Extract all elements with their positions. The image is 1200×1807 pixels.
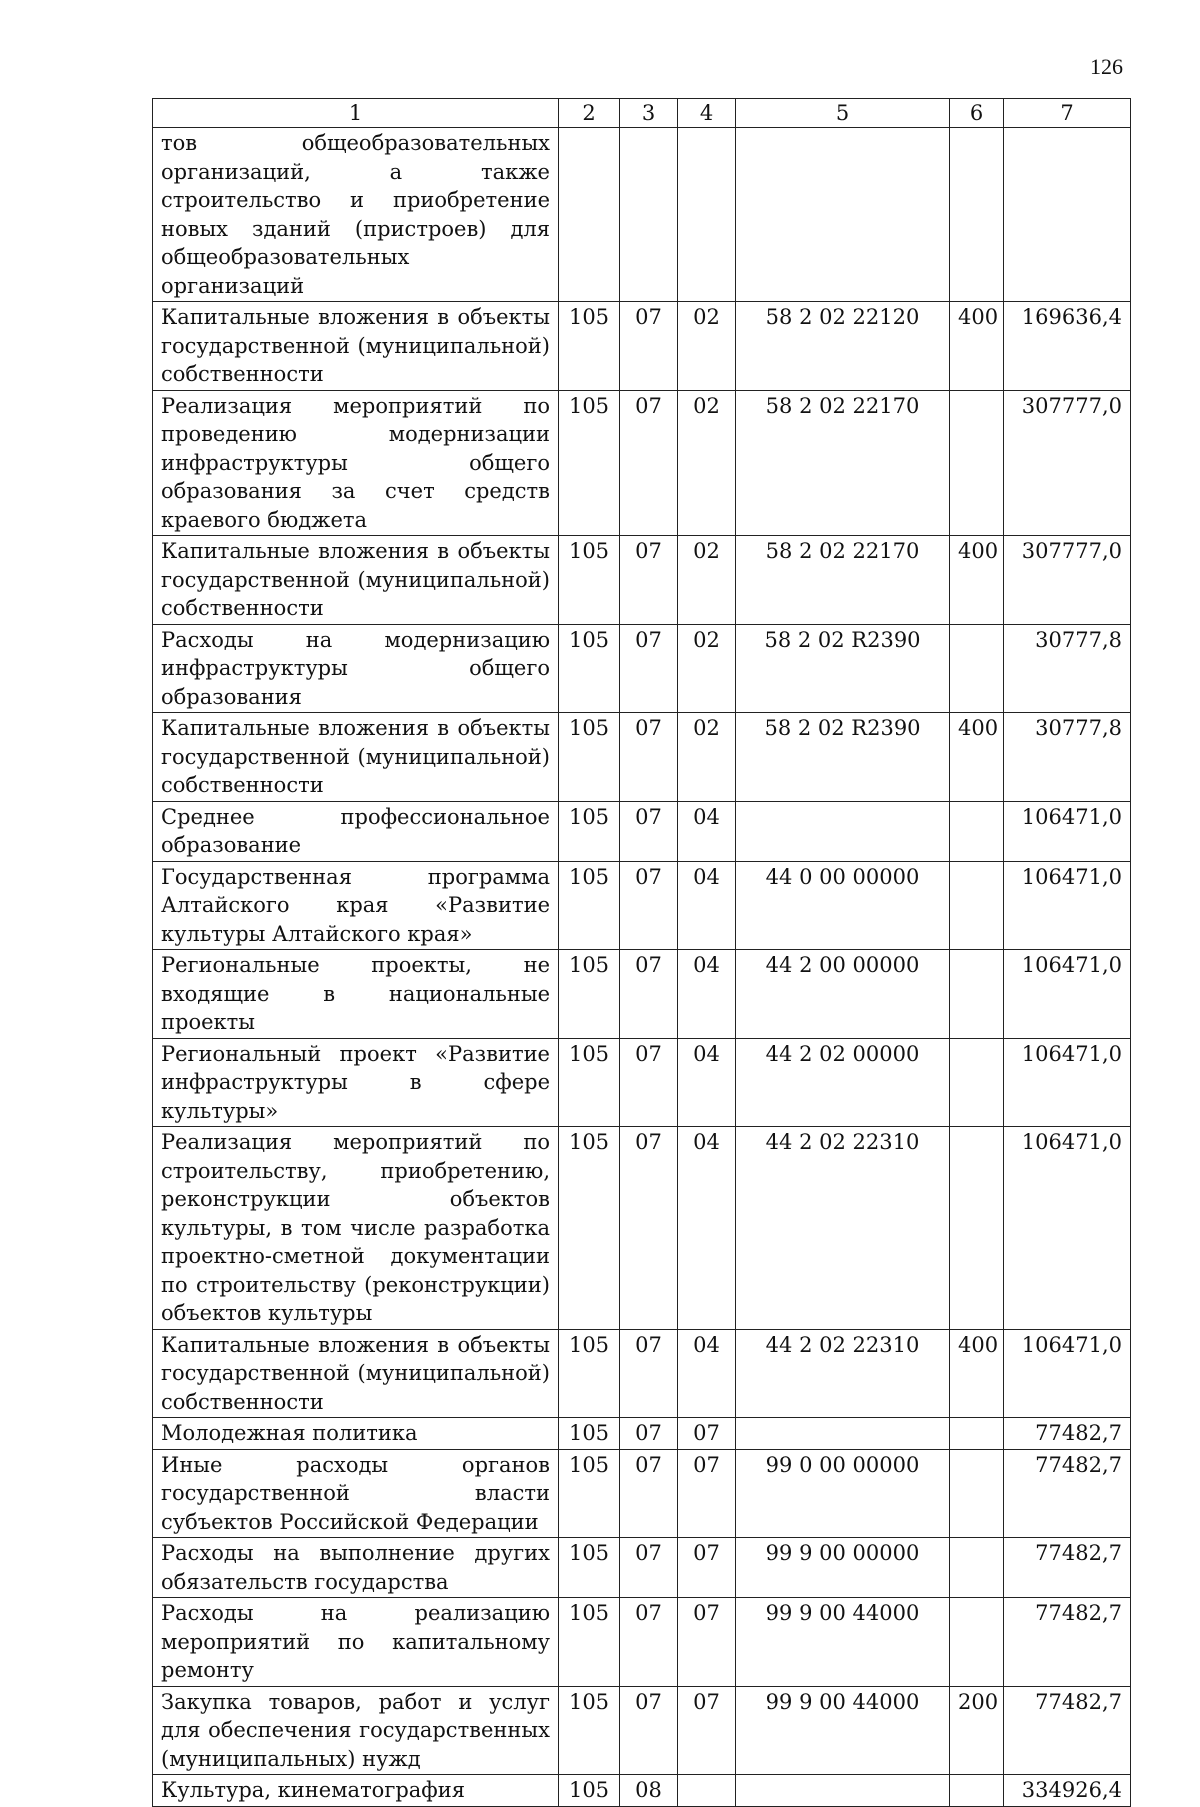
row-col6-cell: 200 — [950, 1686, 1004, 1775]
table-row — [153, 1038, 1131, 1127]
row-col7-cell: 307777,0 — [1004, 536, 1131, 625]
row-name-cell: Расходы на выполнение других обязательств государства — [153, 1538, 559, 1598]
table-row — [153, 1418, 1131, 1450]
row-col5-cell — [736, 1418, 950, 1450]
table-row — [153, 1127, 1131, 1330]
row-col7-cell: 77482,7 — [1004, 1598, 1131, 1687]
row-name-cell: Реализация мероприятий по проведению модернизации инфраструктуры общего образования за счет средств краевого бюджета — [153, 390, 559, 536]
row-col2-cell: 105 — [559, 713, 620, 802]
header-cell-7: 7 — [1004, 99, 1131, 128]
row-col5-cell: 99 0 00 00000 — [736, 1449, 950, 1538]
table-row — [153, 861, 1131, 950]
row-name-cell: Капитальные вложения в объекты государственной (муниципальной) собственности — [153, 536, 559, 625]
row-col4-cell: 07 — [678, 1449, 736, 1538]
row-col2-cell: 105 — [559, 1127, 620, 1330]
row-col3-cell: 08 — [620, 1775, 678, 1807]
row-col2-cell: 105 — [559, 1598, 620, 1687]
table-row — [153, 536, 1131, 625]
row-col4-cell: 04 — [678, 950, 736, 1039]
row-col7-cell: 106471,0 — [1004, 950, 1131, 1039]
row-name-cell: Капитальные вложения в объекты государственной (муниципальной) собственности — [153, 302, 559, 391]
row-name-cell: Закупка товаров, работ и услуг для обеспечения государственных (муниципальных) нужд — [153, 1686, 559, 1775]
row-col3-cell: 07 — [620, 1038, 678, 1127]
header-cell-4: 4 — [678, 99, 736, 128]
row-col3-cell: 07 — [620, 861, 678, 950]
row-col5-cell: 99 9 00 00000 — [736, 1538, 950, 1598]
row-col6-cell: 400 — [950, 713, 1004, 802]
row-col5-cell: 44 0 00 00000 — [736, 861, 950, 950]
page-number: 126 — [1090, 54, 1123, 79]
row-col3-cell: 07 — [620, 801, 678, 861]
row-col7-cell: 106471,0 — [1004, 1127, 1131, 1330]
row-col6-cell — [950, 950, 1004, 1039]
row-col6-cell — [950, 128, 1004, 302]
header-cell-5: 5 — [736, 99, 950, 128]
row-col5-cell: 58 2 02 22170 — [736, 536, 950, 625]
row-col7-cell: 77482,7 — [1004, 1538, 1131, 1598]
row-col3-cell: 07 — [620, 1538, 678, 1598]
table-row — [153, 1449, 1131, 1538]
row-col3-cell: 07 — [620, 1686, 678, 1775]
row-col5-cell: 99 9 00 44000 — [736, 1686, 950, 1775]
row-col5-cell: 44 2 02 22310 — [736, 1127, 950, 1330]
table-body — [153, 128, 1131, 1807]
row-col5-cell — [736, 1775, 950, 1807]
row-col7-cell — [1004, 128, 1131, 302]
row-name-cell: тов общеобразовательных организаций, а также строительство и приобретение новых зданий (пристроев) для общеобразовательных организаций — [153, 128, 559, 302]
row-col5-cell — [736, 128, 950, 302]
row-col2-cell: 105 — [559, 1538, 620, 1598]
row-col3-cell: 07 — [620, 302, 678, 391]
row-col6-cell: 400 — [950, 536, 1004, 625]
row-col4-cell: 04 — [678, 1329, 736, 1418]
row-name-cell: Капитальные вложения в объекты государственной (муниципальной) собственности — [153, 713, 559, 802]
row-col2-cell: 105 — [559, 536, 620, 625]
row-col5-cell: 58 2 02 22120 — [736, 302, 950, 391]
row-name-cell: Региональные проекты, не входящие в национальные проекты — [153, 950, 559, 1039]
budget-table — [152, 98, 1131, 1807]
table-row — [153, 1598, 1131, 1687]
row-col6-cell — [950, 1418, 1004, 1450]
table-row — [153, 1686, 1131, 1775]
row-col3-cell: 07 — [620, 536, 678, 625]
row-col2-cell: 105 — [559, 1418, 620, 1450]
row-col4-cell: 04 — [678, 801, 736, 861]
row-col3-cell: 07 — [620, 390, 678, 536]
row-col7-cell: 30777,8 — [1004, 713, 1131, 802]
row-name-cell: Молодежная политика — [153, 1418, 559, 1450]
row-name-cell: Расходы на реализацию мероприятий по капитальному ремонту — [153, 1598, 559, 1687]
row-col4-cell: 07 — [678, 1418, 736, 1450]
row-col2-cell: 105 — [559, 801, 620, 861]
row-col5-cell: 44 2 02 00000 — [736, 1038, 950, 1127]
table-row — [153, 128, 1131, 302]
row-col7-cell: 307777,0 — [1004, 390, 1131, 536]
row-col2-cell: 105 — [559, 1449, 620, 1538]
row-name-cell: Государственная программа Алтайского края «Развитие культуры Алтайского края» — [153, 861, 559, 950]
row-col4-cell: 02 — [678, 624, 736, 713]
header-cell-1: 1 — [153, 99, 559, 128]
row-col3-cell — [620, 128, 678, 302]
row-col7-cell: 169636,4 — [1004, 302, 1131, 391]
row-name-cell: Региональный проект «Развитие инфраструктуры в сфере культуры» — [153, 1038, 559, 1127]
row-col4-cell: 02 — [678, 713, 736, 802]
row-name-cell: Иные расходы органов государственной власти субъектов Российской Федерации — [153, 1449, 559, 1538]
row-col2-cell: 105 — [559, 1686, 620, 1775]
row-name-cell: Среднее профессиональное образование — [153, 801, 559, 861]
row-col5-cell: 44 2 02 22310 — [736, 1329, 950, 1418]
row-col3-cell: 07 — [620, 1449, 678, 1538]
row-col7-cell: 334926,4 — [1004, 1775, 1131, 1807]
row-col4-cell: 07 — [678, 1598, 736, 1687]
row-col2-cell: 105 — [559, 624, 620, 713]
row-col6-cell — [950, 624, 1004, 713]
row-col6-cell — [950, 1127, 1004, 1330]
table-header-row — [153, 99, 1131, 128]
row-col5-cell: 99 9 00 44000 — [736, 1598, 950, 1687]
row-col7-cell: 106471,0 — [1004, 801, 1131, 861]
row-col6-cell — [950, 801, 1004, 861]
row-col2-cell: 105 — [559, 390, 620, 536]
row-col3-cell: 07 — [620, 713, 678, 802]
row-col2-cell: 105 — [559, 1775, 620, 1807]
row-col4-cell: 02 — [678, 390, 736, 536]
row-col6-cell — [950, 861, 1004, 950]
row-name-cell: Реализация мероприятий по строительству, приобретению, реконструкции объектов культуры, в том числе разработка проектно-сметной документации по строительству (реконструкции) объектов культуры — [153, 1127, 559, 1330]
row-col4-cell — [678, 128, 736, 302]
table-row — [153, 390, 1131, 536]
table-row — [153, 1775, 1131, 1807]
row-col7-cell: 106471,0 — [1004, 1038, 1131, 1127]
row-col2-cell: 105 — [559, 302, 620, 391]
row-col3-cell: 07 — [620, 1418, 678, 1450]
row-col7-cell: 77482,7 — [1004, 1418, 1131, 1450]
row-col2-cell: 105 — [559, 1038, 620, 1127]
table-row — [153, 624, 1131, 713]
table-row — [153, 950, 1131, 1039]
row-col7-cell: 77482,7 — [1004, 1449, 1131, 1538]
row-col4-cell: 04 — [678, 1038, 736, 1127]
row-col6-cell: 400 — [950, 1329, 1004, 1418]
row-col4-cell: 07 — [678, 1686, 736, 1775]
row-col6-cell — [950, 390, 1004, 536]
row-col6-cell: 400 — [950, 302, 1004, 391]
row-col2-cell: 105 — [559, 950, 620, 1039]
row-col5-cell — [736, 801, 950, 861]
row-col6-cell — [950, 1598, 1004, 1687]
row-col2-cell: 105 — [559, 1329, 620, 1418]
row-col2-cell: 105 — [559, 861, 620, 950]
row-col3-cell: 07 — [620, 950, 678, 1039]
header-cell-3: 3 — [620, 99, 678, 128]
row-col3-cell: 07 — [620, 1127, 678, 1330]
row-col5-cell: 58 2 02 R2390 — [736, 624, 950, 713]
row-col5-cell: 58 2 02 R2390 — [736, 713, 950, 802]
row-col6-cell — [950, 1538, 1004, 1598]
row-col6-cell — [950, 1449, 1004, 1538]
row-name-cell: Капитальные вложения в объекты государственной (муниципальной) собственности — [153, 1329, 559, 1418]
row-col7-cell: 30777,8 — [1004, 624, 1131, 713]
table-row — [153, 302, 1131, 391]
table-row — [153, 1329, 1131, 1418]
row-col4-cell: 02 — [678, 536, 736, 625]
row-col7-cell: 106471,0 — [1004, 1329, 1131, 1418]
row-col3-cell: 07 — [620, 624, 678, 713]
row-col5-cell: 44 2 00 00000 — [736, 950, 950, 1039]
row-col4-cell: 04 — [678, 1127, 736, 1330]
header-cell-6: 6 — [950, 99, 1004, 128]
row-col7-cell: 77482,7 — [1004, 1686, 1131, 1775]
row-col4-cell: 07 — [678, 1538, 736, 1598]
row-name-cell: Расходы на модернизацию инфраструктуры общего образования — [153, 624, 559, 713]
row-col4-cell: 02 — [678, 302, 736, 391]
table-row — [153, 1538, 1131, 1598]
row-col3-cell: 07 — [620, 1598, 678, 1687]
row-col6-cell — [950, 1775, 1004, 1807]
row-col6-cell — [950, 1038, 1004, 1127]
table-row — [153, 713, 1131, 802]
header-cell-2: 2 — [559, 99, 620, 128]
row-col4-cell — [678, 1775, 736, 1807]
table-row — [153, 801, 1131, 861]
row-col3-cell: 07 — [620, 1329, 678, 1418]
row-name-cell: Культура, кинематография — [153, 1775, 559, 1807]
row-col5-cell: 58 2 02 22170 — [736, 390, 950, 536]
row-col7-cell: 106471,0 — [1004, 861, 1131, 950]
row-col2-cell — [559, 128, 620, 302]
row-col4-cell: 04 — [678, 861, 736, 950]
